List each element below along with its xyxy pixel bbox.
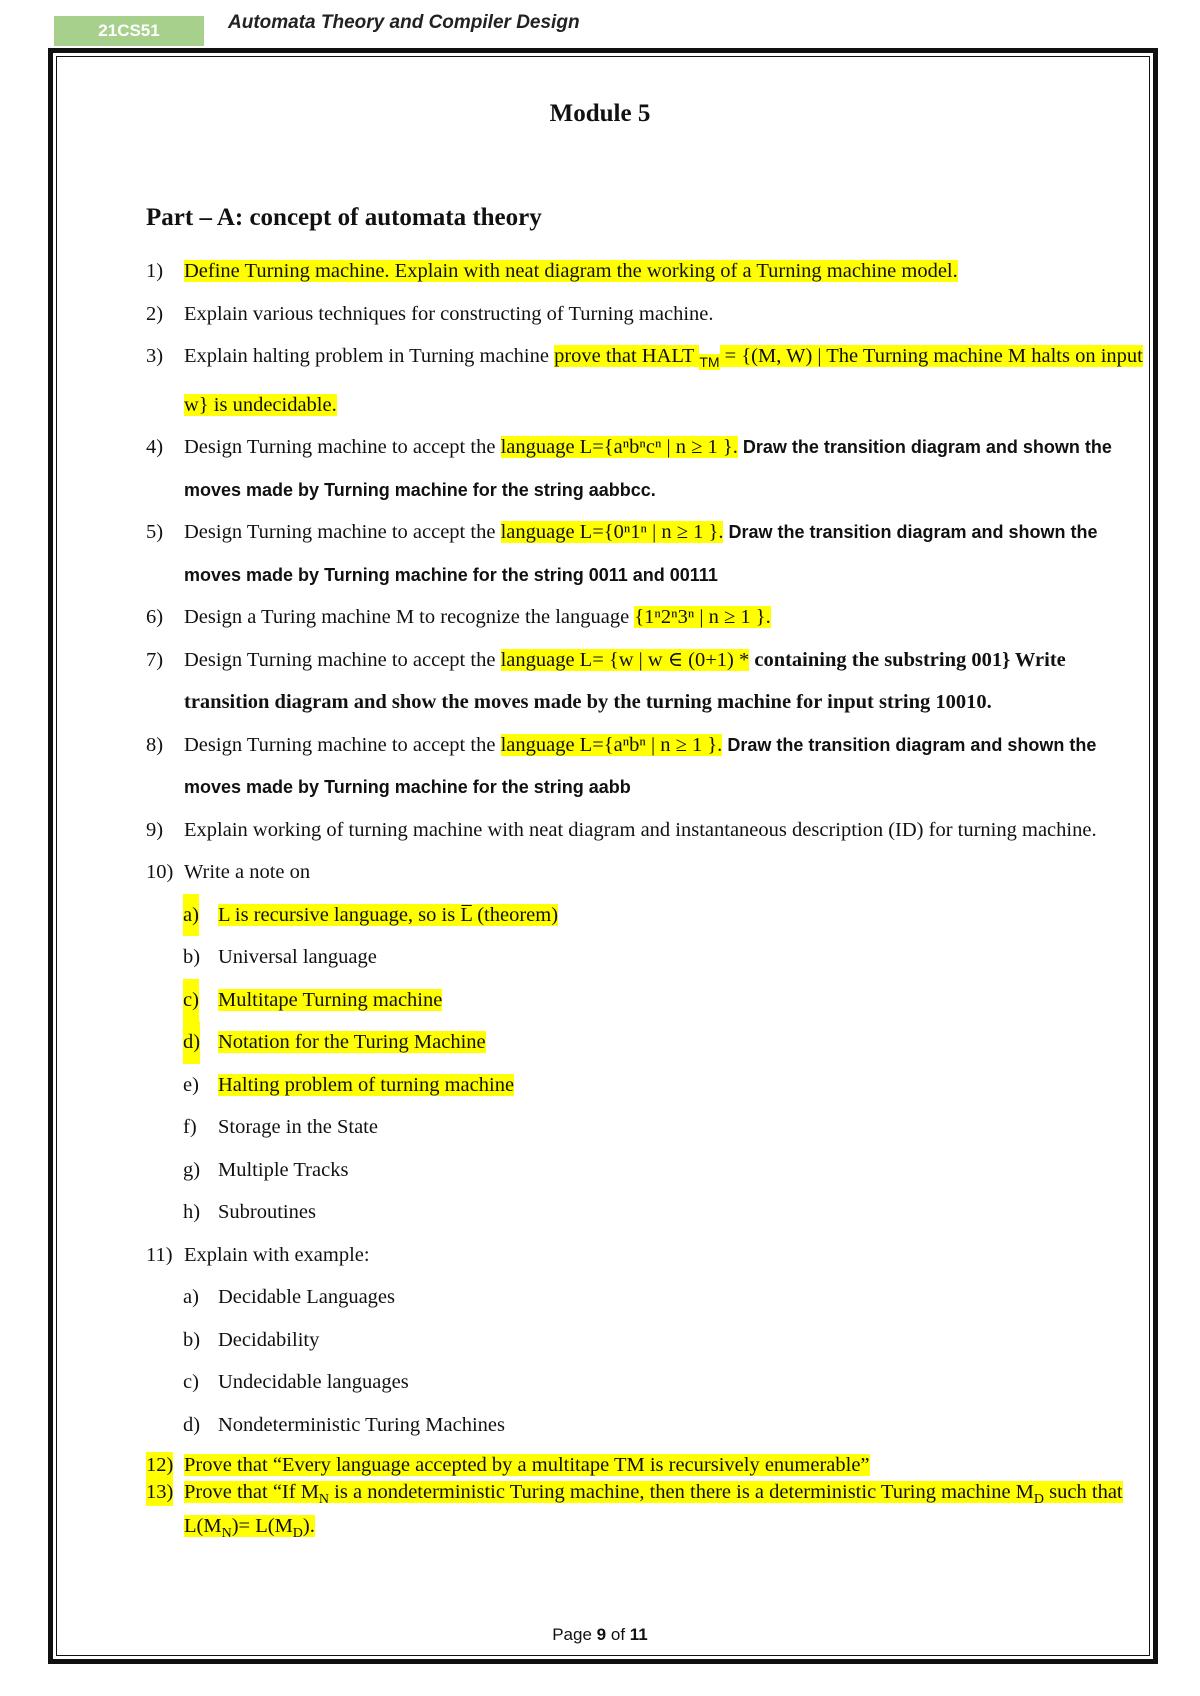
question-number: 4) [146, 436, 164, 459]
course-title: Automata Theory and Compiler Design [228, 12, 580, 33]
question-text: Explain working of turning machine with neat diagram and instantaneous description (ID) for turning machine. [184, 818, 1097, 841]
question-6 [146, 596, 1150, 639]
q10-item-b [146, 936, 1150, 979]
page-number: 9 [596, 1625, 607, 1644]
question-number: 12) [146, 1452, 173, 1479]
item-text: Multiple Tracks [218, 1158, 349, 1181]
item-label: e) [183, 1073, 199, 1096]
page-footer [0, 1625, 1200, 1645]
question-text: Explain with example: [184, 1243, 370, 1266]
q10-item-f [146, 1106, 1150, 1149]
module-title: Module 5 [549, 100, 651, 127]
item-label: c) [183, 1371, 199, 1394]
item-label: d) [183, 1413, 201, 1436]
item-text: Undecidable languages [218, 1371, 409, 1394]
question-9 [146, 809, 1150, 852]
page-label: Page [552, 1625, 592, 1644]
question-number: 6) [146, 606, 164, 629]
question-text: Design a Turing machine M to recognize the language [184, 606, 635, 629]
item-text: Halting problem of turning machine [218, 1073, 515, 1096]
question-2 [146, 293, 1150, 336]
question-text: Design Turning machine to accept the [184, 733, 501, 756]
q11-item-d [146, 1404, 1150, 1447]
item-label: a) [183, 894, 199, 937]
item-label: a) [183, 1286, 199, 1309]
question-11 [146, 1234, 1150, 1277]
question-text: Prove that “Every language accepted by a multitape TM is recursively enumerable” [184, 1454, 870, 1477]
q10-item-g [146, 1149, 1150, 1192]
question-7 [146, 639, 1150, 724]
question-text: Design Turning machine to accept the [184, 521, 501, 544]
question-number: 10) [146, 861, 174, 884]
question-text-highlight: prove that HALT [554, 345, 695, 367]
item-text: Subroutines [218, 1201, 316, 1224]
item-text: Decidability [218, 1328, 320, 1351]
question-text: Design Turning machine to accept the [184, 648, 501, 671]
question-13 [146, 1479, 1150, 1547]
q10-item-c [146, 979, 1150, 1022]
part-title: Part – A: concept of automata theory [146, 204, 542, 231]
item-label: f) [183, 1116, 197, 1139]
q10-item-e [146, 1064, 1150, 1107]
question-number: 8) [146, 733, 164, 756]
item-text: Storage in the State [218, 1116, 378, 1139]
item-text: Notation for the Turing Machine [218, 1031, 486, 1054]
question-text-highlight: language L={aⁿbⁿ | n ≥ 1 }. [500, 733, 723, 756]
question-text-highlight: language L= {w | w ∈ (0+1) * [500, 648, 750, 671]
question-text: Explain halting problem in Turning machine [184, 345, 555, 367]
item-text: Universal language [218, 946, 377, 969]
question-10 [146, 851, 1150, 894]
question-text-highlight: = {(M, W) | The Turning machine M halts on input w} is undecidable. [184, 345, 1143, 416]
item-label: d) [183, 1021, 200, 1064]
question-text-highlight: language L={0ⁿ1ⁿ | n ≥ 1 }. [500, 521, 724, 544]
of-label: of [610, 1625, 626, 1644]
item-label: b) [183, 946, 201, 969]
question-text: Define Turning machine. Explain with neat diagram the working of a Turning machine model. [184, 260, 958, 282]
question-text: Write a note on [184, 861, 311, 884]
question-text-bold: Draw the transition diagram and shown the moves made by Turning machine for the string aabb [184, 734, 1097, 798]
question-number: 1) [146, 260, 164, 282]
question-text: Explain various techniques for constructing of Turning machine. [184, 302, 714, 325]
q10-item-d [146, 1021, 1150, 1064]
question-3 [146, 335, 1150, 426]
subscript: TM [699, 354, 720, 371]
question-text-bold: containing the substring 001} Write transition diagram and show the moves made by the turning machine for input string 10010. [184, 648, 1066, 714]
question-number: 13) [146, 1479, 173, 1506]
question-text: Design Turning machine to accept the [184, 436, 501, 459]
item-label: b) [183, 1328, 201, 1351]
q10-item-a [146, 894, 1150, 937]
question-number: 3) [146, 345, 164, 367]
question-number: 7) [146, 648, 164, 671]
item-text: Nondeterministic Turing Machines [218, 1413, 505, 1436]
item-label: h) [183, 1201, 201, 1224]
question-8 [146, 724, 1150, 809]
question-4 [146, 426, 1150, 511]
page-total: 11 [629, 1625, 648, 1644]
course-code-badge: 21CS51 [54, 16, 204, 46]
question-12 [146, 1452, 1150, 1479]
q10-item-h [146, 1191, 1150, 1234]
question-5 [146, 511, 1150, 596]
question-number: 11) [146, 1243, 173, 1266]
item-label: c) [183, 979, 199, 1022]
question-text-highlight: language L={aⁿbⁿcⁿ | n ≥ 1 }. [500, 436, 738, 459]
q11-item-b [146, 1319, 1150, 1362]
q11-item-c [146, 1361, 1150, 1404]
question-number: 9) [146, 818, 164, 841]
item-label: g) [183, 1158, 201, 1181]
question-number: 5) [146, 521, 164, 544]
item-text: Decidable Languages [218, 1286, 396, 1309]
question-text: Prove that “If $M_N$ is a nondeterministic Turing machine, then there is a deterministic Turing machine $M_D$ such that $L(M_N)= L(M_D)$. [184, 1481, 1123, 1542]
question-text-bold: Draw the transition diagram and shown the moves made by Turning machine for the string aabbcc. [184, 437, 1112, 500]
question-1 [146, 250, 1150, 293]
question-text-bold: Draw the transition diagram and shown the moves made by Turning machine for the string 0011 and 00111 [184, 522, 1098, 585]
q11-item-a [146, 1276, 1150, 1319]
question-number: 2) [146, 302, 164, 325]
question-text-highlight: {1ⁿ2ⁿ3ⁿ | n ≥ 1 }. [634, 606, 771, 629]
question-list [146, 250, 1150, 1547]
item-text: L is recursive language, so is L̅ (theorem) [218, 903, 559, 926]
item-text: Multitape Turning machine [218, 988, 443, 1011]
